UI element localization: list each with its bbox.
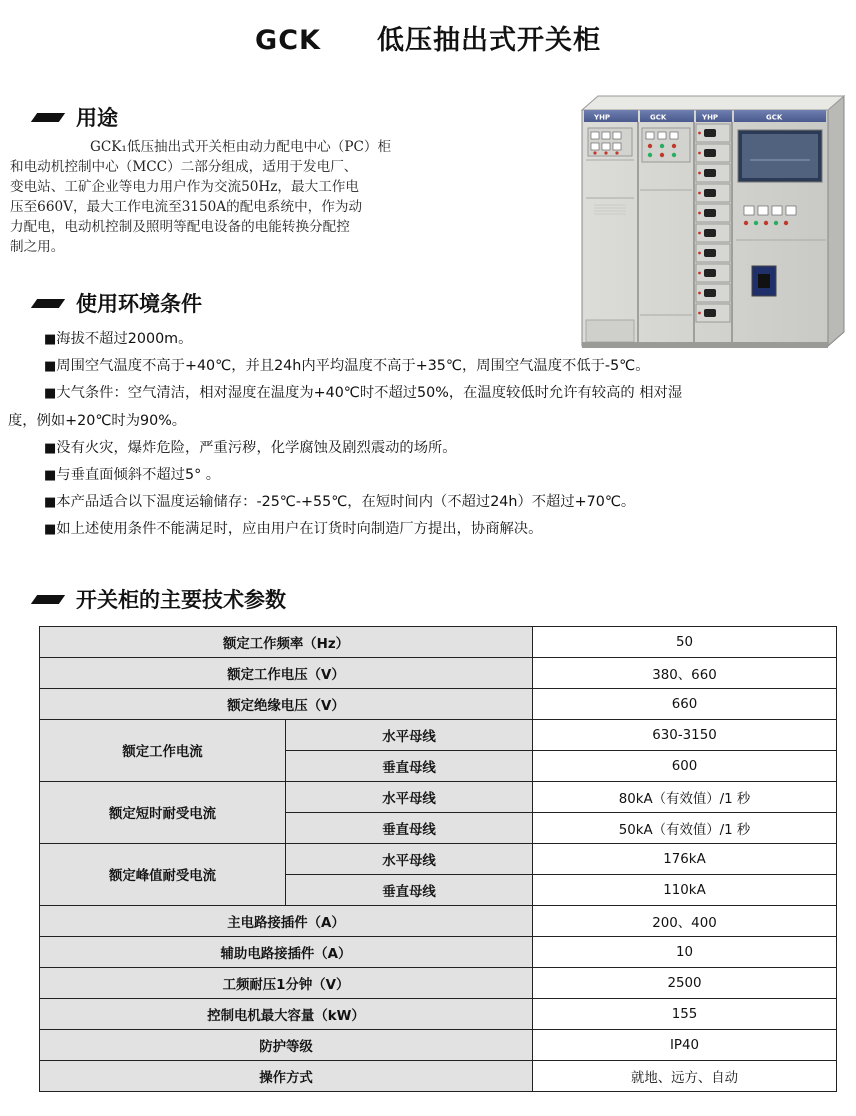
condition-item-continued (8, 408, 850, 435)
condition-text: 本产品适合以下温度运输储存：-25℃-+55℃，在短时间内（不超过24h）不超过+70℃。 (56, 494, 636, 511)
table-row (40, 720, 837, 751)
table-row (40, 627, 837, 658)
condition-text: 海拔不超过2000m。 (56, 331, 193, 347)
param-value: 200、400 (533, 906, 837, 937)
param-value: 660 (533, 689, 837, 720)
param-label: 额定工作电压（V） (40, 658, 533, 689)
param-value: 50kA（有效值）/1 秒 (533, 813, 837, 844)
param-value: 630-3150 (533, 720, 837, 751)
param-value: 380、660 (533, 658, 837, 689)
param-value: IP40 (533, 1030, 837, 1061)
bullet-icon: ■ (44, 440, 57, 456)
table-row (40, 1030, 837, 1061)
param-sub-label: 水平母线 (286, 782, 533, 813)
param-value: 10 (533, 937, 837, 968)
spec-table (39, 626, 837, 1092)
section-marker-icon (31, 113, 65, 122)
conditions-list (8, 326, 850, 544)
condition-text: 度，例如+20℃时为90%。 (8, 412, 187, 429)
usage-heading (34, 102, 118, 132)
condition-item (8, 516, 850, 543)
condition-text: 周围空气温度不高于+40℃，并且24h内平均温度不高于+35℃，周围空气温度不低于-5℃。 (56, 358, 650, 375)
param-value: 80kA（有效值）/1 秒 (533, 782, 837, 813)
brand-label: GCK (766, 113, 783, 122)
param-label: 防护等级 (40, 1030, 533, 1061)
table-row (40, 906, 837, 937)
param-value: 110kA (533, 875, 837, 906)
condition-text: 没有火灾，爆炸危险，严重污秽，化学腐蚀及剧烈震动的场所。 (56, 439, 457, 456)
brand-bar (584, 110, 638, 122)
param-sub-label: 水平母线 (286, 844, 533, 875)
param-label: 辅助电路接插件（A） (40, 937, 533, 968)
condition-item (8, 353, 850, 380)
brand-label: YHP (594, 113, 611, 122)
section-marker-icon (31, 595, 65, 604)
param-label: 额定绝缘电压（V） (40, 689, 533, 720)
conditions-heading-text: 使用环境条件 (76, 292, 202, 316)
condition-text: 如上述使用条件不能满足时，应由用户在订货时向制造厂方提出，协商解决。 (56, 521, 543, 538)
conditions-heading (34, 288, 202, 318)
table-row (40, 782, 837, 813)
usage-line: 压至660V，最大工作电流至3150A的配电系统中，作为动 (10, 199, 363, 215)
table-row (40, 968, 837, 999)
param-group-label: 额定工作电流 (40, 720, 286, 782)
condition-item (8, 380, 850, 407)
usage-line: 力配电，电动机控制及照明等配电设备的电能转换分配控 (10, 219, 350, 235)
section-marker-icon (31, 299, 65, 308)
param-label: 控制电机最大容量（kW） (40, 999, 533, 1030)
brand-label: YHP (702, 113, 719, 122)
usage-line: 变电站、工矿企业等电力用户作为交流50Hz，最大工作电 (10, 179, 359, 195)
param-value: 2500 (533, 968, 837, 999)
param-value: 600 (533, 751, 837, 782)
condition-text: 大气条件：空气清洁，相对湿度在温度为+40℃时不超过50%，在温度较低时允许有较高的 相对湿 (56, 385, 683, 402)
usage-line: 和电动机控制中心（MCC）二部分组成，适用于发电厂、 (10, 159, 358, 175)
param-value: 就地、远方、自动 (533, 1061, 837, 1092)
usage-paragraph (10, 137, 498, 257)
usage-line: GCK₁低压抽出式开关柜由动力配电中心（PC）柜 (90, 139, 392, 155)
param-label: 工频耐压1分钟（V） (40, 968, 533, 999)
product-title: 低压抽出式开关柜 (376, 25, 601, 56)
table-row (40, 937, 837, 968)
condition-item (8, 326, 850, 353)
table-row (40, 1061, 837, 1092)
bullet-icon: ■ (44, 386, 57, 402)
page-title (0, 18, 856, 57)
condition-item (8, 489, 850, 516)
params-heading (34, 584, 286, 614)
table-row (40, 689, 837, 720)
params-heading-text: 开关柜的主要技术参数 (76, 588, 286, 612)
param-group-label: 额定峰值耐受电流 (40, 844, 286, 906)
bullet-icon: ■ (44, 468, 57, 484)
product-code: GCK (255, 25, 321, 56)
condition-text: 与垂直面倾斜不超过5° 。 (56, 467, 221, 484)
brand-label: GCK (650, 113, 667, 122)
table-row (40, 844, 837, 875)
bullet-icon: ■ (44, 522, 57, 538)
condition-item (8, 435, 850, 462)
switchgear-cabinet-image (580, 90, 848, 352)
bullet-icon: ■ (44, 495, 57, 511)
param-label: 操作方式 (40, 1061, 533, 1092)
bullet-icon: ■ (44, 332, 57, 347)
usage-heading-text: 用途 (76, 106, 118, 130)
bullet-icon: ■ (44, 359, 57, 375)
param-sub-label: 垂直母线 (286, 751, 533, 782)
param-label: 额定工作频率（Hz） (40, 627, 533, 658)
param-sub-label: 水平母线 (286, 720, 533, 751)
param-sub-label: 垂直母线 (286, 813, 533, 844)
table-row (40, 999, 837, 1030)
param-value: 50 (533, 627, 837, 658)
param-sub-label: 垂直母线 (286, 875, 533, 906)
param-value: 176kA (533, 844, 837, 875)
usage-line: 制之用。 (10, 239, 65, 255)
param-group-label: 额定短时耐受电流 (40, 782, 286, 844)
table-row (40, 658, 837, 689)
param-label: 主电路接插件（A） (40, 906, 533, 937)
param-value: 155 (533, 999, 837, 1030)
condition-item (8, 462, 850, 489)
